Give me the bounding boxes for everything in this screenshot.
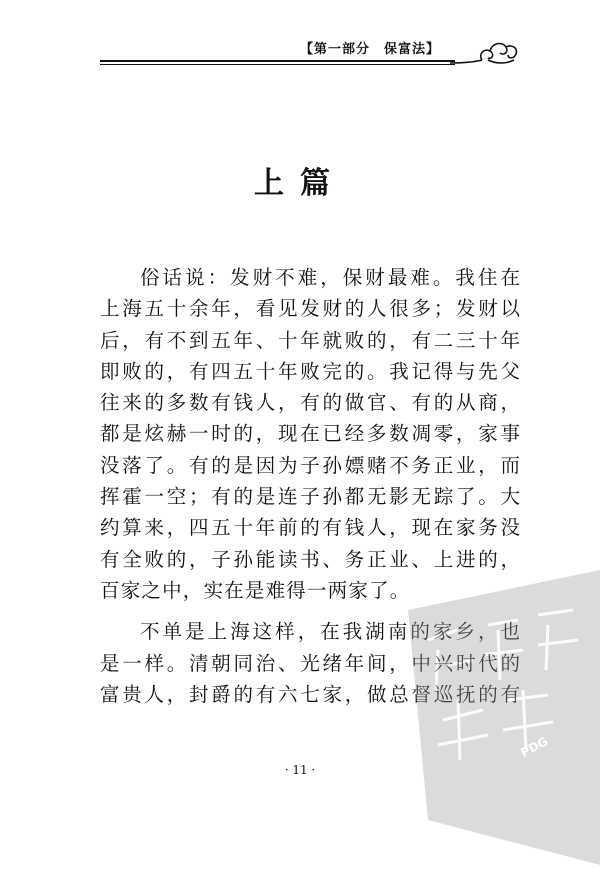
watermark-label: PDG xyxy=(518,734,551,760)
text-line: 挥霍一空；有的是连子孙都无影无踪了。大 xyxy=(100,485,520,509)
cloud-ornament-icon xyxy=(448,38,520,72)
text-line: 往来的多数有钱人，有的做官、有的从商， xyxy=(100,391,520,415)
paragraph xyxy=(100,616,520,710)
text-line: 都是炫赫一时的，现在已经多数凋零，家事 xyxy=(100,422,520,446)
running-header xyxy=(100,38,520,72)
header-rule-thin xyxy=(100,64,455,65)
text-line: 有全败的，子孙能读书、务正业、上进的， xyxy=(100,547,520,571)
section-label: 【第一部分 保富法】 xyxy=(299,42,440,57)
chapter-title: 上篇 xyxy=(254,166,346,201)
header-rule xyxy=(100,60,455,62)
page-number: · 11 · xyxy=(284,763,316,777)
paragraph-gap xyxy=(100,606,520,616)
text-line: 百家之中，实在是难得一两家了。 xyxy=(100,578,411,602)
text-line: 不单是上海这样，在我湖南的家乡，也 xyxy=(140,620,520,644)
text-line: 即败的，有四五十年败完的。我记得与先父 xyxy=(100,359,520,383)
text-line: 上海五十余年，看见发财的人很多；发财以 xyxy=(100,297,520,321)
text-line: 后，有不到五年、十年就败的，有二三十年 xyxy=(100,328,520,352)
paragraph xyxy=(100,262,520,606)
text-line: 没落了。有的是因为子孙嫖赌不务正业，而 xyxy=(100,453,520,477)
text-line: 是一样。清朝同治、光绪年间，中兴时代的 xyxy=(100,651,520,675)
text-line: 约算来，四五十年前的有钱人，现在家务没 xyxy=(100,516,520,540)
text-line: 俗话说：发财不难，保财最难。我住在 xyxy=(140,266,520,289)
body-text xyxy=(100,262,520,710)
text-line: 富贵人，封爵的有六七家，做总督巡抚的有 xyxy=(100,682,520,706)
